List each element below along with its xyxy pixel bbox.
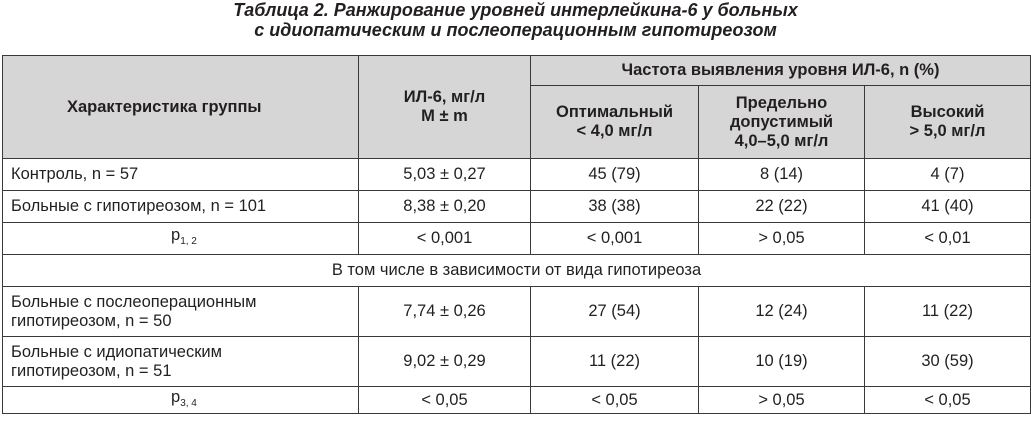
caption-line-2: с идиопатическим и послеоперационным гипотиреозом bbox=[254, 20, 777, 40]
data-table bbox=[2, 55, 1031, 414]
section-heading: В том числе в зависимости от вида гипотиреоза bbox=[3, 255, 1031, 287]
header-frequency: Частота выявления уровня ИЛ-6, n (%) bbox=[531, 56, 1031, 86]
header-il6-line-1: ИЛ-6, мг/л bbox=[403, 88, 486, 106]
cell-il6: 7,74 ± 0,26 bbox=[359, 287, 531, 337]
section-row bbox=[3, 255, 1031, 287]
cell-il6: < 0,05 bbox=[359, 387, 531, 414]
header-optimal-line-1: Оптимальный bbox=[555, 103, 673, 121]
cell-optimal: < 0,001 bbox=[531, 223, 699, 255]
cell-acceptable: > 0,05 bbox=[699, 223, 865, 255]
cell-optimal: 11 (22) bbox=[531, 337, 699, 387]
header-acceptable bbox=[699, 86, 865, 159]
cell-high: 30 (59) bbox=[865, 337, 1031, 387]
header-il6-line-2: M ± m bbox=[421, 107, 468, 125]
row-label bbox=[3, 337, 359, 387]
row-label bbox=[3, 223, 359, 255]
p-subscript: 1, 2 bbox=[180, 236, 197, 247]
cell-optimal: 45 (79) bbox=[531, 159, 699, 191]
row-label bbox=[3, 387, 359, 414]
cell-acceptable: 12 (24) bbox=[699, 287, 865, 337]
cell-acceptable: 8 (14) bbox=[699, 159, 865, 191]
p-symbol: p bbox=[171, 387, 181, 406]
row-label: Больные с гипотиреозом, n = 101 bbox=[3, 191, 359, 223]
cell-high: 41 (40) bbox=[865, 191, 1031, 223]
cell-il6: < 0,001 bbox=[359, 223, 531, 255]
cell-il6: 9,02 ± 0,29 bbox=[359, 337, 531, 387]
header-acceptable-line-2: допустимый bbox=[729, 112, 834, 131]
cell-il6: 5,03 ± 0,27 bbox=[359, 159, 531, 191]
table-row bbox=[3, 223, 1031, 255]
table-row bbox=[3, 191, 1031, 223]
p-symbol: p bbox=[171, 226, 181, 244]
p-subscript: 3, 4 bbox=[180, 397, 197, 409]
cell-high: 11 (22) bbox=[865, 287, 1031, 337]
row-label-line-1: Больные с послеоперационным bbox=[11, 292, 257, 311]
header-optimal-line-2: < 4,0 мг/л bbox=[576, 122, 653, 140]
table-row bbox=[3, 387, 1031, 414]
table-row bbox=[3, 337, 1031, 387]
cell-acceptable: 22 (22) bbox=[699, 191, 865, 223]
header-optimal bbox=[531, 86, 699, 159]
row-label bbox=[3, 287, 359, 337]
header-acceptable-line-1: Предельно bbox=[735, 93, 828, 112]
caption-line-1: Таблица 2. Ранжирование уровней интерлейкина-6 у больных bbox=[233, 0, 798, 20]
header-il6 bbox=[359, 56, 531, 159]
cell-acceptable: > 0,05 bbox=[699, 387, 865, 414]
row-label-line-2: гипотиреозом, n = 50 bbox=[11, 311, 172, 330]
row-label-line-1: Больные с идиопатическим bbox=[11, 342, 222, 361]
cell-optimal: < 0,05 bbox=[531, 387, 699, 414]
cell-optimal: 38 (38) bbox=[531, 191, 699, 223]
cell-il6: 8,38 ± 0,20 bbox=[359, 191, 531, 223]
header-high bbox=[865, 86, 1031, 159]
table-caption bbox=[0, 0, 1031, 40]
header-high-line-2: > 5,0 мг/л bbox=[909, 122, 986, 140]
header-high-line-1: Высокий bbox=[910, 103, 985, 121]
header-acceptable-line-3: 4,0–5,0 мг/л bbox=[734, 131, 829, 150]
table-row bbox=[3, 287, 1031, 337]
row-label-line-2: гипотиреозом, n = 51 bbox=[11, 361, 172, 380]
cell-high: < 0,05 bbox=[865, 387, 1031, 414]
row-label: Контроль, n = 57 bbox=[3, 159, 359, 191]
header-group: Характеристика группы bbox=[3, 56, 359, 159]
table-row bbox=[3, 159, 1031, 191]
header-row-1 bbox=[3, 56, 1031, 86]
cell-high: < 0,01 bbox=[865, 223, 1031, 255]
cell-acceptable: 10 (19) bbox=[699, 337, 865, 387]
cell-high: 4 (7) bbox=[865, 159, 1031, 191]
cell-optimal: 27 (54) bbox=[531, 287, 699, 337]
